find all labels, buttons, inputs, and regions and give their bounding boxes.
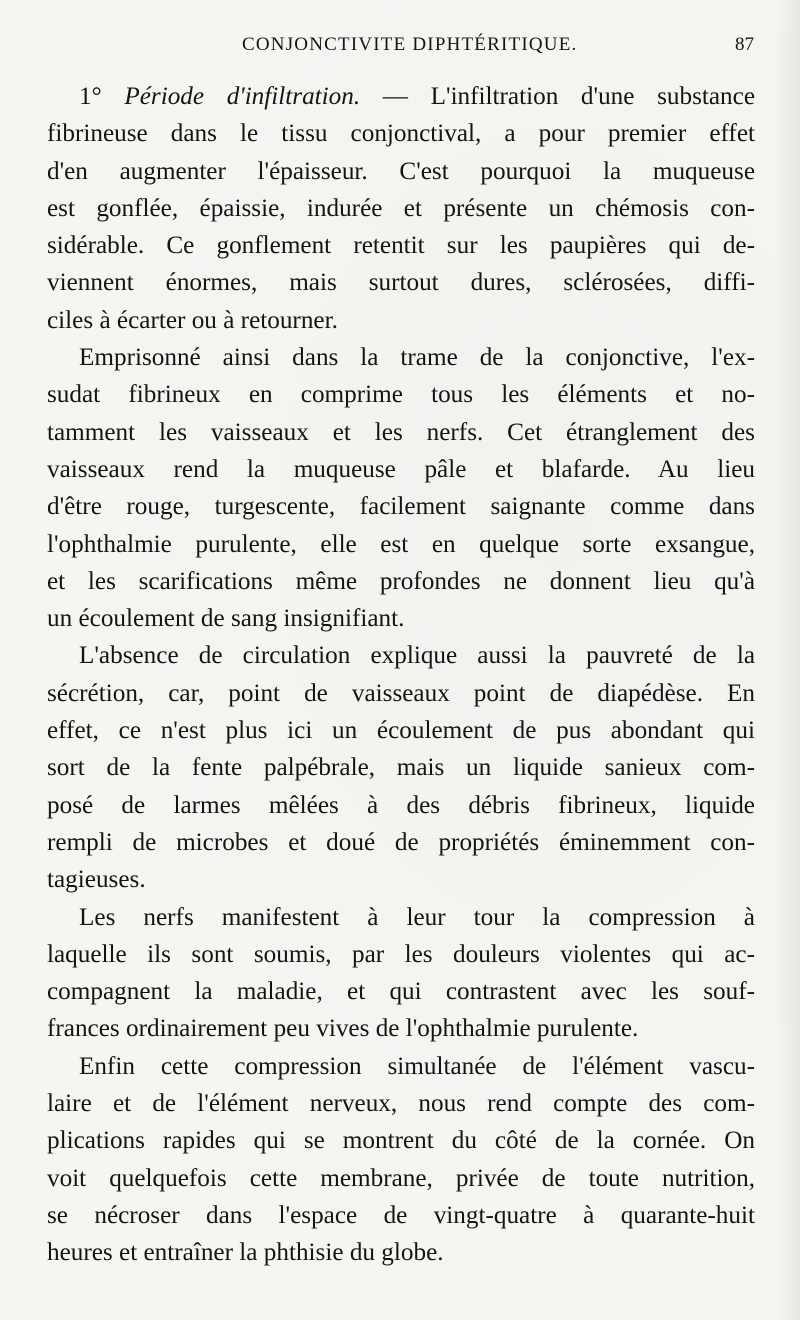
text-line: fibrineuse dans le tissu conjonctival, a pour premier effet (47, 120, 755, 148)
paragraph-nerfs (47, 899, 755, 1048)
text-line (47, 78, 755, 115)
text-line: frances ordinairement peu vives de l'ophthalmie purulente. (47, 1015, 639, 1043)
section-number: 1° (79, 83, 125, 110)
section-heading: Période d'infiltration. (124, 83, 361, 110)
text-line: L'absence de circulation explique aussi la pauvreté de la (79, 642, 755, 670)
paragraph-infiltration (47, 78, 755, 339)
text-line: rempli de microbes et doué de propriétés éminemment con- (47, 828, 755, 856)
running-header-title: CONJONCTIVITE DIPHTÉRITIQUE. (242, 34, 578, 55)
text-line: sudat fibrineux en comprime tous les éléments et no- (47, 381, 755, 409)
text-line: laire et de l'élément nerveux, nous rend compte des com- (47, 1090, 755, 1118)
text-line: tamment les vaisseaux et les nerfs. Cet étranglement des (47, 418, 755, 446)
running-header (0, 34, 800, 64)
text-line-segment: — L'infiltration d'une substance (360, 83, 756, 110)
text-line: se nécroser dans l'espace de vingt-quatre à quarante-huit (47, 1201, 755, 1229)
text-line: vaisseaux rend la muqueuse pâle et blafarde. Au lieu (47, 455, 755, 483)
text-line: sécrétion, car, point de vaisseaux point de diapédèse. En (47, 679, 755, 707)
text-line: plications rapides qui se montrent du côté de la cornée. On (47, 1127, 755, 1155)
text-line: voit quelquefois cette membrane, privée de toute nutrition, (47, 1164, 755, 1192)
paragraph-circulation (47, 637, 755, 898)
text-line: sort de la fente palpébrale, mais un liquide sanieux com- (47, 754, 755, 782)
text-line: et les scarifications même profondes ne donnent lieu qu'à (47, 567, 755, 595)
text-line: Emprisonné ainsi dans la trame de la conjonctive, l'ex- (79, 344, 755, 372)
text-line: d'en augmenter l'épaisseur. C'est pourquoi la muqueuse (47, 157, 755, 185)
text-line: laquelle ils sont soumis, par les douleurs violentes qui ac- (47, 940, 755, 968)
text-line: Les nerfs manifestent à leur tour la compression à (79, 903, 755, 931)
text-line: effet, ce n'est plus ici un écoulement de pus abondant qui (47, 717, 755, 745)
paragraph-complications (47, 1048, 755, 1272)
text-line: Enfin cette compression simultanée de l'élément vascu- (79, 1052, 755, 1080)
text-line: d'être rouge, turgescente, facilement saignante comme dans (47, 493, 755, 521)
paragraph-exsudat (47, 339, 755, 637)
page-number: 87 (735, 34, 754, 55)
text-line: tagieuses. (47, 866, 146, 894)
text-line: sidérable. Ce gonflement retentit sur les paupières qui de- (47, 232, 755, 260)
text-line: viennent énormes, mais surtout dures, sclérosées, diffi- (47, 269, 755, 297)
text-line: est gonflée, épaissie, indurée et présente un chémosis con- (47, 194, 755, 222)
text-line: posé de larmes mêlées à des débris fibrineux, liquide (47, 791, 755, 819)
body-text (47, 78, 755, 1272)
text-line: un écoulement de sang insignifiant. (47, 605, 405, 633)
text-line: l'ophthalmie purulente, elle est en quelque sorte exsangue, (47, 530, 755, 558)
text-line: heures et entraîner la phthisie du globe. (47, 1239, 444, 1267)
page-edge-shadow (774, 0, 800, 1320)
text-line: compagnent la maladie, et qui contrastent avec les souf- (47, 978, 755, 1006)
text-line: ciles à écarter ou à retourner. (47, 306, 338, 334)
